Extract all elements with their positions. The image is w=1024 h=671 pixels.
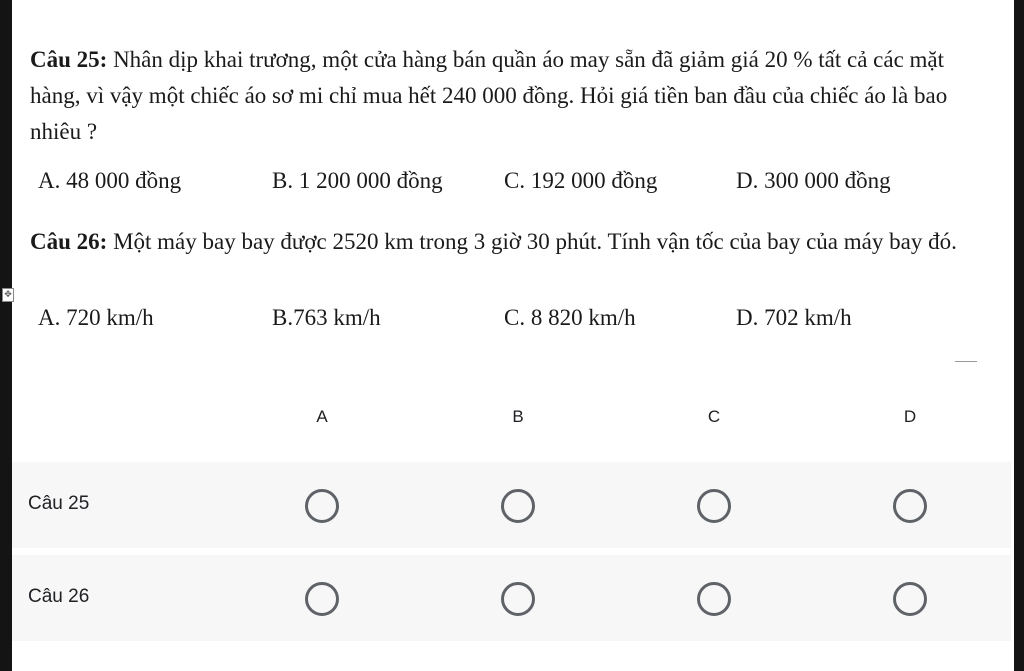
row-label-cau-26: Câu 26 <box>28 586 90 607</box>
column-header-a: A <box>316 407 328 426</box>
question-25 <box>30 42 970 150</box>
question-26-option-b: B.763 km/h <box>272 305 381 330</box>
divider-dash <box>955 361 977 362</box>
radio-cau-26-d[interactable] <box>893 582 927 616</box>
left-edge-bar <box>0 0 12 671</box>
question-25-label: Câu 25: <box>30 47 108 72</box>
question-image <box>12 0 1014 360</box>
question-26-option-d: D. 702 km/h <box>736 305 852 330</box>
radio-cau-25-d[interactable] <box>893 489 927 523</box>
question-25-option-a: A. 48 000 đồng <box>38 168 182 193</box>
right-edge-bar <box>1014 0 1024 671</box>
question-26-option-a: A. 720 km/h <box>38 305 154 330</box>
radio-cau-25-c[interactable] <box>697 489 731 523</box>
grid-row-cau-26 <box>12 555 1011 641</box>
radio-cau-26-b[interactable] <box>501 582 535 616</box>
grid-row-cau-25 <box>12 462 1011 548</box>
column-header-c: C <box>707 407 721 426</box>
answer-grid <box>12 385 1014 671</box>
question-25-options <box>12 168 1014 204</box>
question-26 <box>30 224 970 260</box>
radio-cau-25-b[interactable] <box>501 489 535 523</box>
radio-cau-26-c[interactable] <box>697 582 731 616</box>
question-25-option-b: B. 1 200 000 đồng <box>272 168 443 193</box>
column-header-d: D <box>903 407 917 426</box>
column-header-b: B <box>512 407 524 426</box>
row-label-cau-25: Câu 25 <box>28 493 90 514</box>
question-25-option-c: C. 192 000 đồng <box>504 168 658 193</box>
move-handle-icon: ✥ <box>2 288 14 302</box>
question-26-options <box>12 305 1014 341</box>
radio-cau-25-a[interactable] <box>305 489 339 523</box>
question-25-text: Nhân dịp khai trương, một cửa hàng bán quần áo may sẵn đã giảm giá 20 % tất cả các mặt hàng, vì vậy một chiếc áo sơ mi chỉ mua hết 240 000 đồng. Hỏi giá tiền ban đầu của chiếc áo là bao nhiêu ? <box>30 47 948 144</box>
question-25-option-d: D. 300 000 đồng <box>736 168 891 193</box>
radio-cau-26-a[interactable] <box>305 582 339 616</box>
question-26-label: Câu 26: <box>30 229 108 254</box>
question-26-option-c: C. 8 820 km/h <box>504 305 636 330</box>
question-26-text: Một máy bay bay được 2520 km trong 3 giờ 30 phút. Tính vận tốc của bay của máy bay đó. <box>107 229 957 254</box>
